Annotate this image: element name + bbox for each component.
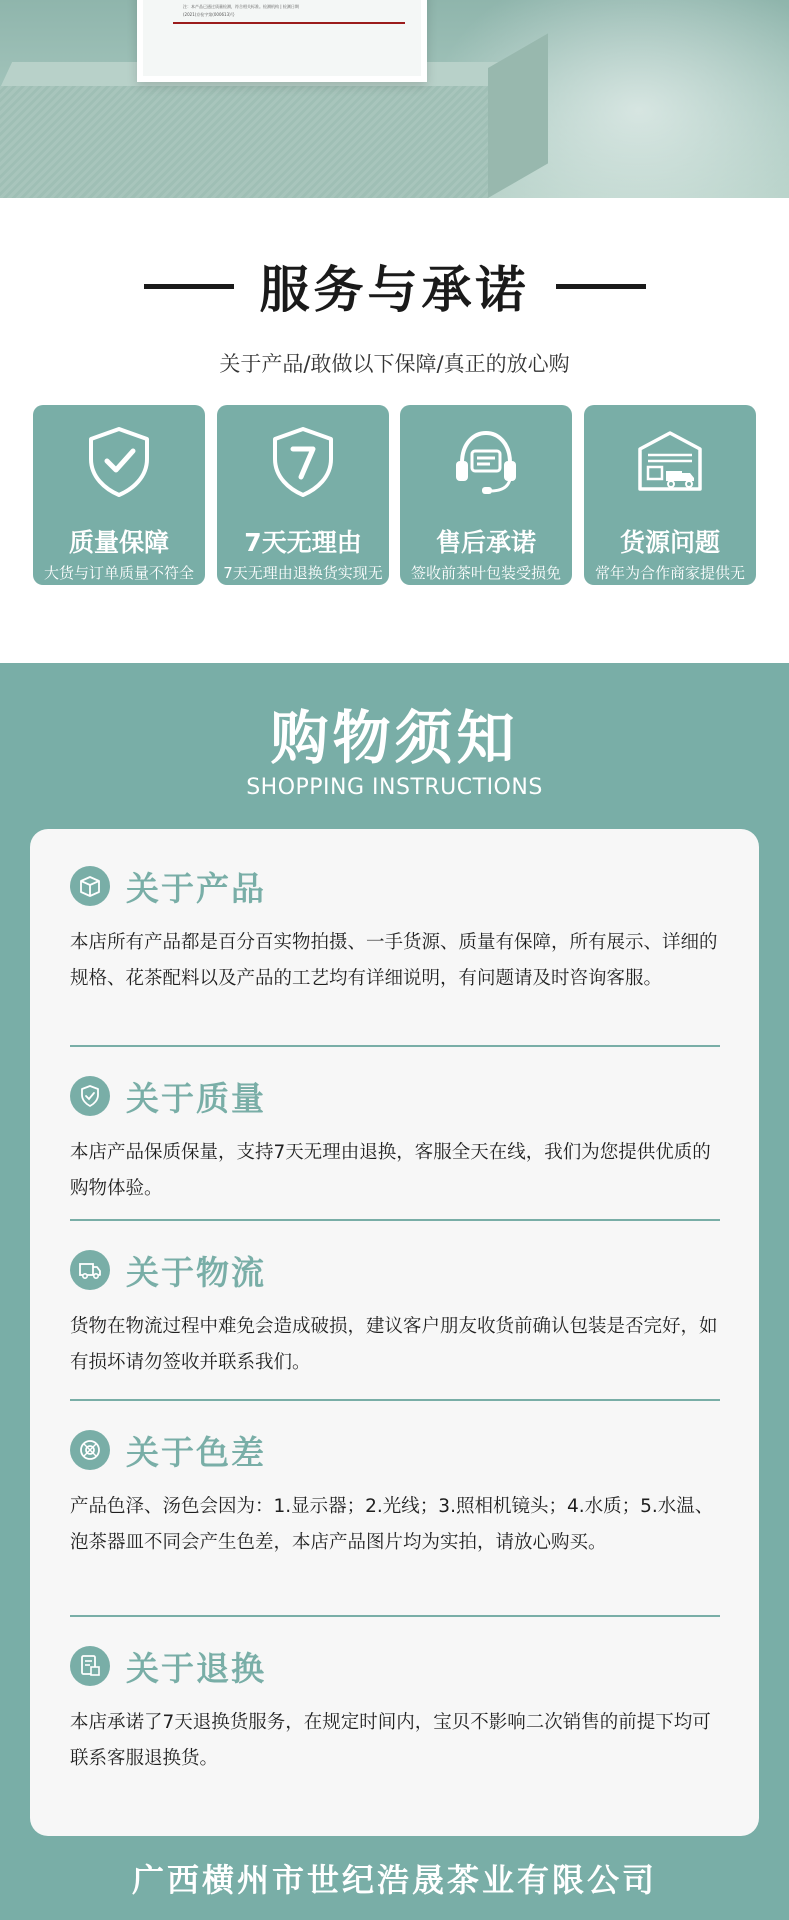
instruction-body: 本店产品保质保量，支持7天无理由退换，客服全天在线，我们为您提供优质的购物体验。 xyxy=(70,1142,711,1199)
headset-icon xyxy=(448,423,524,499)
instruction-return xyxy=(70,1643,720,1777)
instruction-head xyxy=(70,1247,720,1293)
service-title-row xyxy=(0,256,789,319)
card-desc: 签收前茶叶包装受损免费换新 xyxy=(410,564,561,602)
warehouse-icon xyxy=(632,423,708,499)
instruction-head xyxy=(70,1643,720,1689)
color-wheel-icon xyxy=(77,1437,103,1463)
card-title: 质量保障 xyxy=(68,528,169,557)
card-title: 货源问题 xyxy=(619,528,720,557)
return-doc-icon xyxy=(77,1653,103,1679)
pedestal xyxy=(0,86,488,198)
shopping-subtitle: SHOPPING INSTRUCTIONS xyxy=(246,775,543,800)
card-seven-day xyxy=(217,405,389,602)
seven-shield-icon xyxy=(265,423,341,499)
hero-photo xyxy=(0,0,789,198)
divider xyxy=(70,1045,720,1047)
certificate-red-line xyxy=(173,22,405,24)
card-desc: 大货与订单质量不符全额退款 xyxy=(43,564,194,602)
instructions-panel xyxy=(30,829,759,1836)
shopping-section xyxy=(0,663,789,1920)
check-shield-icon xyxy=(81,423,157,499)
shopping-title: 购物须知 xyxy=(270,704,519,772)
instruction-heading: 关于质量 xyxy=(126,1078,266,1118)
instruction-badge xyxy=(70,1430,110,1470)
card-title: 7天无理由 xyxy=(244,528,362,557)
instruction-heading: 关于物流 xyxy=(126,1252,266,1292)
instruction-body: 本店所有产品都是百分百实物拍摄、一手货源、质量有保障，所有展示、详细的规格、花茶配料以及产品的工艺均有详细说明，有问题请及时咨询客服。 xyxy=(70,932,718,989)
card-quality xyxy=(33,405,205,602)
service-subtitle: 关于产品/敢做以下保障/真正的放心购 xyxy=(219,352,570,376)
title-dash-right xyxy=(556,284,646,289)
card-title: 售后承诺 xyxy=(435,528,536,557)
instruction-badge xyxy=(70,1250,110,1290)
instruction-heading: 关于色差 xyxy=(126,1432,266,1472)
card-desc: 7天无理由退换货实现无忧购物 xyxy=(223,564,383,602)
instruction-body: 产品色泽、汤色会因为：1.显示器；2.光线；3.照相机镜头；4.水质；5.水温、泡茶器皿不同会产生色差，本店产品图片均为实拍，请放心购买。 xyxy=(70,1496,714,1553)
instruction-color xyxy=(70,1427,720,1561)
truck-icon xyxy=(77,1257,103,1283)
box-icon xyxy=(77,873,103,899)
certificate-frame xyxy=(137,0,427,82)
instruction-badge xyxy=(70,1646,110,1686)
instruction-head xyxy=(70,863,720,909)
card-desc: 常年为合作商家提供无忧备货 xyxy=(594,564,745,602)
instruction-head xyxy=(70,1073,720,1119)
service-cards xyxy=(33,405,756,602)
shield-check-icon xyxy=(77,1083,103,1109)
instruction-head xyxy=(70,1427,720,1473)
card-supply xyxy=(584,405,756,602)
service-title: 服务与承诺 xyxy=(259,261,530,319)
instruction-product xyxy=(70,863,720,997)
service-section xyxy=(0,198,789,663)
card-after-sales xyxy=(400,405,572,602)
instruction-body: 本店承诺了7天退换货服务，在规定时间内，宝贝不影响二次销售的前提下均可联系客服退换货。 xyxy=(70,1712,711,1769)
divider xyxy=(70,1219,720,1221)
instruction-logistics xyxy=(70,1247,720,1381)
instruction-heading: 关于退换 xyxy=(126,1648,266,1688)
instruction-badge xyxy=(70,1076,110,1116)
instruction-badge xyxy=(70,866,110,906)
certificate-text-1: 注：本产品已通过质量检测，符合相关标准。检测机构 | 检测日期 xyxy=(183,4,299,9)
divider xyxy=(70,1615,720,1617)
company-name: 广西横州市世纪浩晟茶业有限公司 xyxy=(131,1860,657,1899)
title-dash-left xyxy=(144,284,234,289)
instruction-quality xyxy=(70,1073,720,1207)
certificate-text-2: (2021)京检字第(000613)号 xyxy=(183,12,235,17)
instruction-body: 货物在物流过程中难免会造成破损，建议客户朋友收货前确认包装是否完好，如有损坏请勿签收并联系我们。 xyxy=(70,1316,718,1373)
divider xyxy=(70,1399,720,1401)
instruction-heading: 关于产品 xyxy=(126,868,266,908)
